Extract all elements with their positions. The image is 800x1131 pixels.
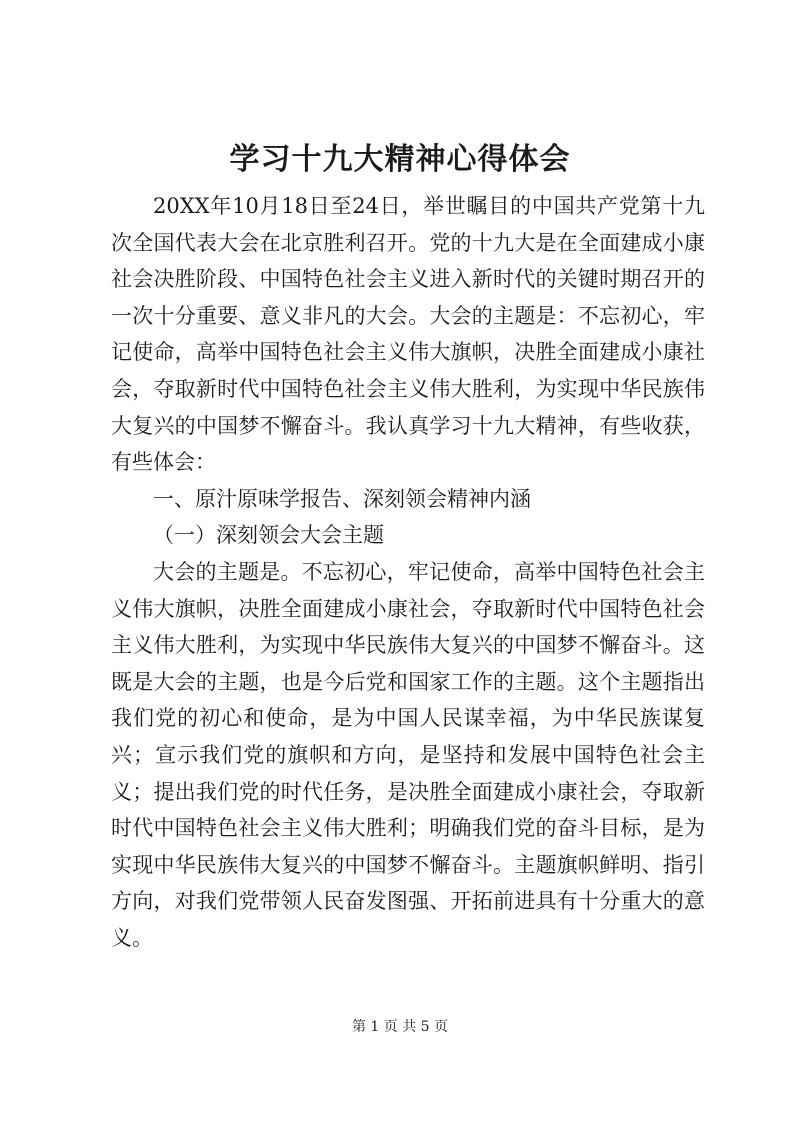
document-title: 学习十九大精神心得体会 xyxy=(229,142,571,177)
document-body xyxy=(111,188,705,956)
intro-paragraph: 20XX年10月18日至24日，举世瞩目的中国共产党第十九次全国代表大会在北京胜利召开。党的十九大是在全面建成小康社会决胜阶段、中国特色社会主义进入新时代的关键时期召开的一次十分重要、意义非凡的大会。大会的主题是：不忘初心，牢记使命，高举中国特色社会主义伟大旗帜，决胜全面建成小康社会，夺取新时代中国特色社会主义伟大胜利，为实现中华民族伟大复兴的中国梦不懈奋斗。我认真学习十九大精神，有些收获，有些体会： xyxy=(111,194,705,475)
theme-paragraph: 大会的主题是。不忘初心，牢记使命，高举中国特色社会主义伟大旗帜，决胜全面建成小康社会，夺取新时代中国特色社会主义伟大胜利，为实现中华民族伟大复兴的中国梦不懈奋斗。这既是大会的主题，也是今后党和国家工作的主题。这个主题指出我们党的初心和使命，是为中国人民谋幸福，为中华民族谋复兴；宣示我们党的旗帜和方向，是坚持和发展中国特色社会主义；提出我们党的时代任务，是决胜全面建成小康社会，夺取新时代中国特色社会主义伟大胜利；明确我们党的奋斗目标，是为实现中华民族伟大复兴的中国梦不懈奋斗。主题旗帜鲜明、指引方向，对我们党带领人民奋发图强、开拓前进具有十分重大的意义。 xyxy=(111,559,705,950)
page-footer: 第 1 页 共 5 页 xyxy=(351,1019,449,1035)
subsection-heading: （一）深刻领会大会主题 xyxy=(153,523,384,548)
section-heading: 一、原汁原味学报告、深刻领会精神内涵 xyxy=(153,486,531,511)
